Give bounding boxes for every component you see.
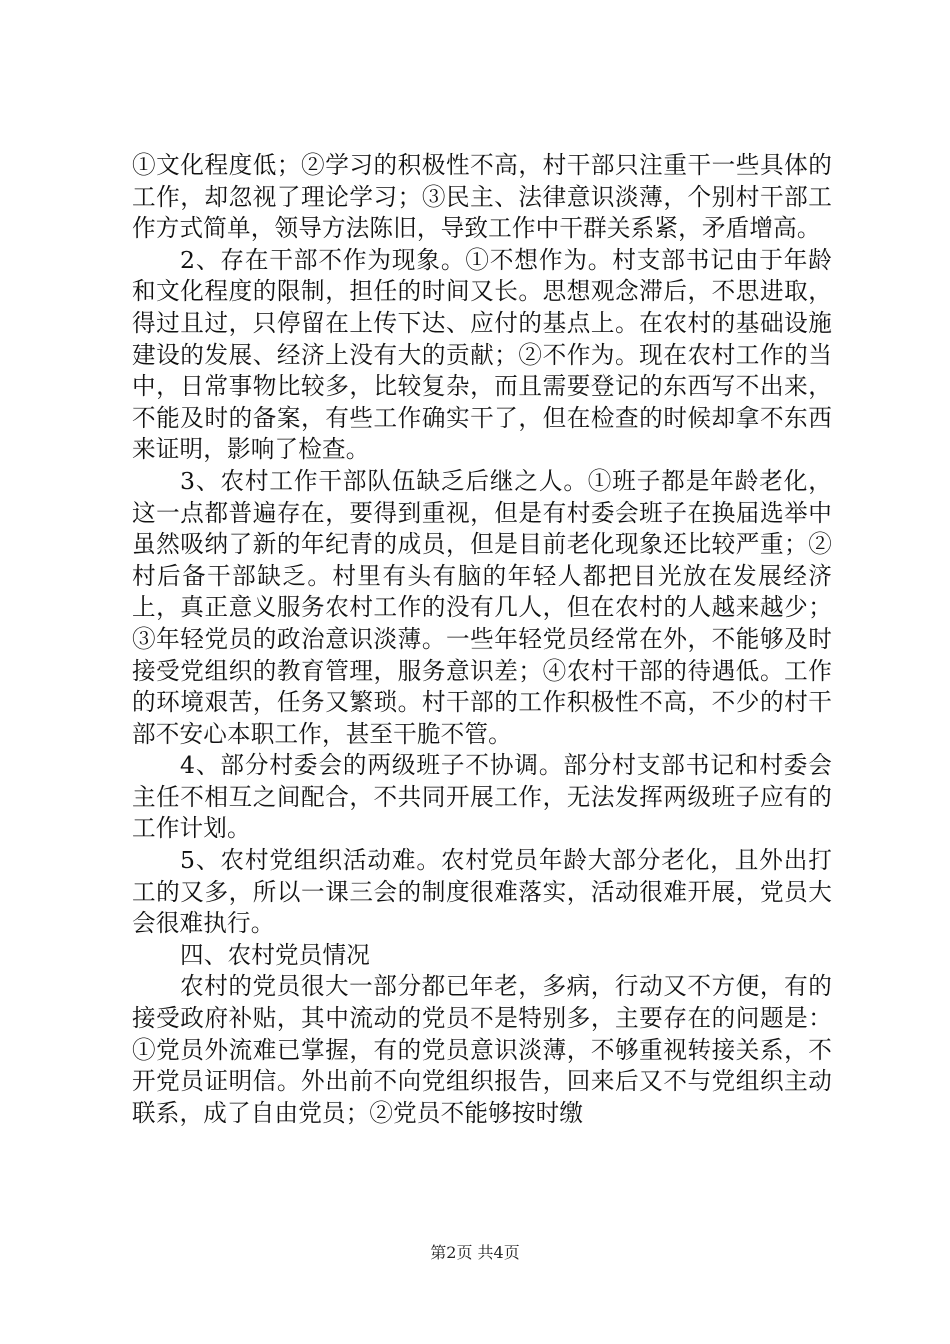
paragraph-party-members: 农村的党员很大一部分都已年老，多病，行动又不方便，有的接受政府补贴，其中流动的党员不是特别多，主要存在的问题是：①党员外流难已掌握，有的党员意识淡薄，不够重视转接关系，不开党员证明信。外出前不向党组织报告，回来后又不与党组织主动联系，成了自由党员；②党员不能够按时缴 (132, 972, 832, 1127)
document-body (132, 150, 832, 1129)
paragraph-item-2: 2、存在干部不作为现象。①不想作为。村支部书记由于年龄和文化程度的限制，担任的时间又长。思想观念滞后，不思进取，得过且过，只停留在上传下达、应付的基点上。在农村的基础设施建设的发展、经济上没有大的贡献；②不作为。现在农村工作的当中，日常事物比较多，比较复杂，而且需要登记的东西写不出来，不能及时的备案，有些工作确实干了，但在检查的时候却拿不东西来证明，影响了检查。 (132, 245, 832, 464)
paragraph-item-5: 5、农村党组织活动难。农村党员年龄大部分老化，且外出打工的又多，所以一课三会的制度很难落实，活动很难开展，党员大会很难执行。 (132, 846, 832, 938)
section-heading: 四、农村党员情况 (180, 940, 370, 969)
paragraph-item-3: 3、农村工作干部队伍缺乏后继之人。①班子都是年龄老化，这一点都普遍存在，要得到重视，但是有村委会班子在换届选举中虽然吸纳了新的年纪青的成员，但是目前老化现象还比较严重；②村后备干部缺乏。村里有头有脑的年轻人都把目光放在发展经济上，真正意义服务农村工作的没有几人，但在农村的人越来越少；③年轻党员的政治意识淡薄。一些年轻党员经常在外，不能够及时接受党组织的教育管理，服务意识差；④农村干部的待遇低。工作的环境艰苦，任务又繁琐。村干部的工作积极性不高，不少的村干部不安心本职工作，甚至干脆不管。 (132, 466, 832, 748)
page-number-footer: 第2页 共4页 (430, 1243, 520, 1262)
paragraph-continuation: ①文化程度低；②学习的积极性不高，村干部只注重干一些具体的工作，却忽视了理论学习；③民主、法律意识淡薄，个别村干部工作方式简单，领导方法陈旧，导致工作中干群关系紧，矛盾增高。 (132, 151, 832, 243)
paragraph-item-4: 4、部分村委会的两级班子不协调。部分村支部书记和村委会主任不相互之间配合，不共同开展工作，无法发挥两级班子应有的工作计划。 (132, 751, 832, 843)
